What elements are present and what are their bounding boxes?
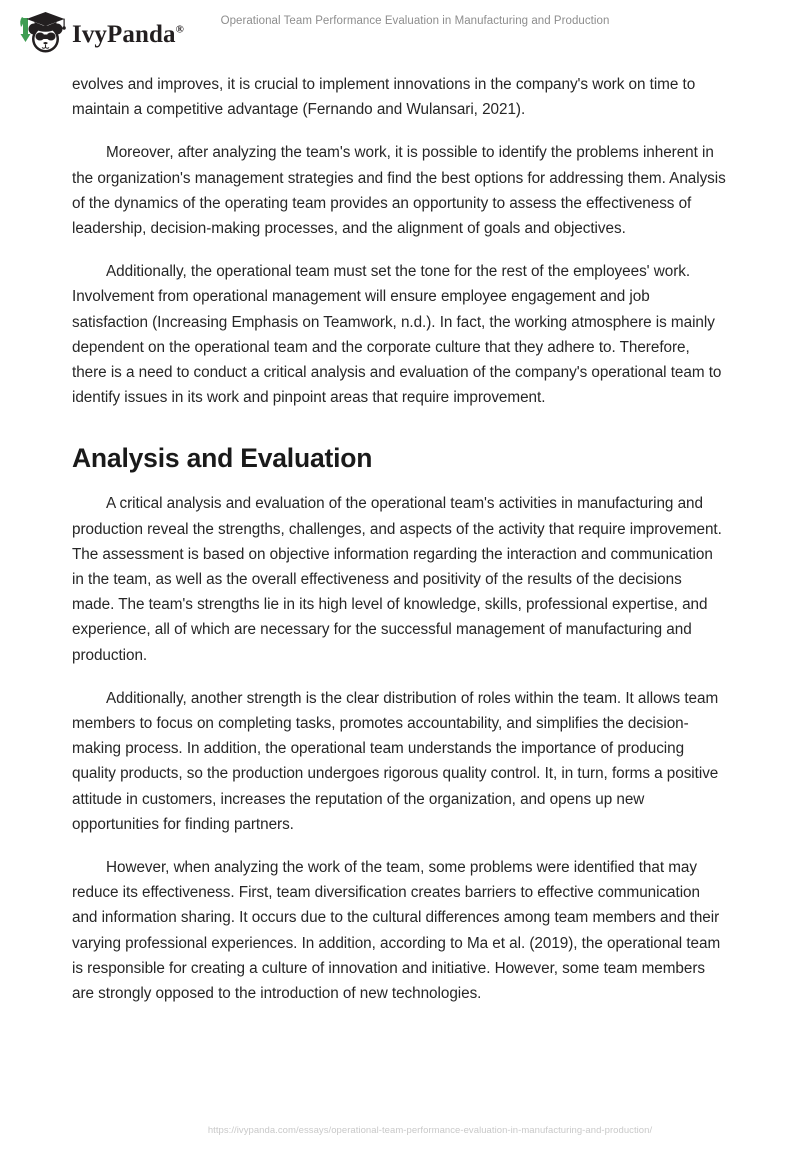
document-title-header: Operational Team Performance Evaluation in Manufacturing and Production (220, 15, 610, 27)
section-heading-analysis-and-evaluation: Analysis and Evaluation (72, 443, 373, 474)
paragraph-2: Moreover, after analyzing the team's work, it is possible to identify the problems inherent in the organization's management strategies and find the best options for addressing them. Analysis of the dynamics of the operating team provides an opportunity to assess the effectiveness of leadership, decision-making processes, and the alignment of goals and objectives. (72, 144, 726, 238)
source-url-link[interactable]: https://ivypanda.com/essays/operational-team-performance-evaluation-in-manufacturing-and-production/ (207, 1125, 653, 1136)
registered-trademark-symbol: ® (175, 23, 184, 36)
brand-name-text: IvyPanda (72, 20, 176, 48)
paragraph-1: evolves and improves, it is crucial to implement innovations in the company's work on time to maintain a competitive advantage (Fernando and Wulansari, 2021). (72, 76, 696, 119)
document-content (72, 72, 728, 1006)
paragraph-5: Additionally, another strength is the clear distribution of roles within the team. It allows team members to focus on completing tasks, promotes accountability, and simplifies the decision-making process. In addition, the operational team understands the importance of producing quality products, so the production undergoes rigorous quality control. It, in turn, forms a positive attitude in customers, increases the reputation of the organization, and opens up new opportunities for finding partners. (72, 689, 719, 833)
paragraph-6: However, when analyzing the work of the team, some problems were identified that may reduce its effectiveness. First, team diversification creates barriers to effective communication and information sharing. It occurs due to the cultural differences among team members and their varying professional experiences. In addition, according to Ma et al. (2019), the operational team is responsible for creating a culture of innovation and initiative. However, some team members are strongly opposed to the introduction of new technologies. (72, 859, 721, 1003)
page-header (0, 0, 800, 62)
paragraph-3: Additionally, the operational team must set the tone for the rest of the employees' work. Involvement from operational management will ensure employee engagement and job satisfaction (Increasing Emphasis on Teamwork, n.d.). In fact, the working atmosphere is mainly dependent on the operational team and the corporate culture that they adhere to. Therefore, there is a need to conduct a critical analysis and evaluation of the company's operational team to identify issues in its work and pinpoint areas that require improvement. (72, 263, 722, 407)
page-footer (0, 1120, 800, 1138)
paragraph-4: A critical analysis and evaluation of the operational team's activities in manufacturing and production reveal the strengths, challenges, and aspects of the activity that require improvement. The assessment is based on objective information regarding the interaction and communication in the team, as well as the overall effectiveness and positivity of the results of the decisions made. The team's strengths lie in its high level of knowledge, skills, professional expertise, and experience, all of which are necessary for the successful management of manufacturing and production. (72, 495, 722, 664)
